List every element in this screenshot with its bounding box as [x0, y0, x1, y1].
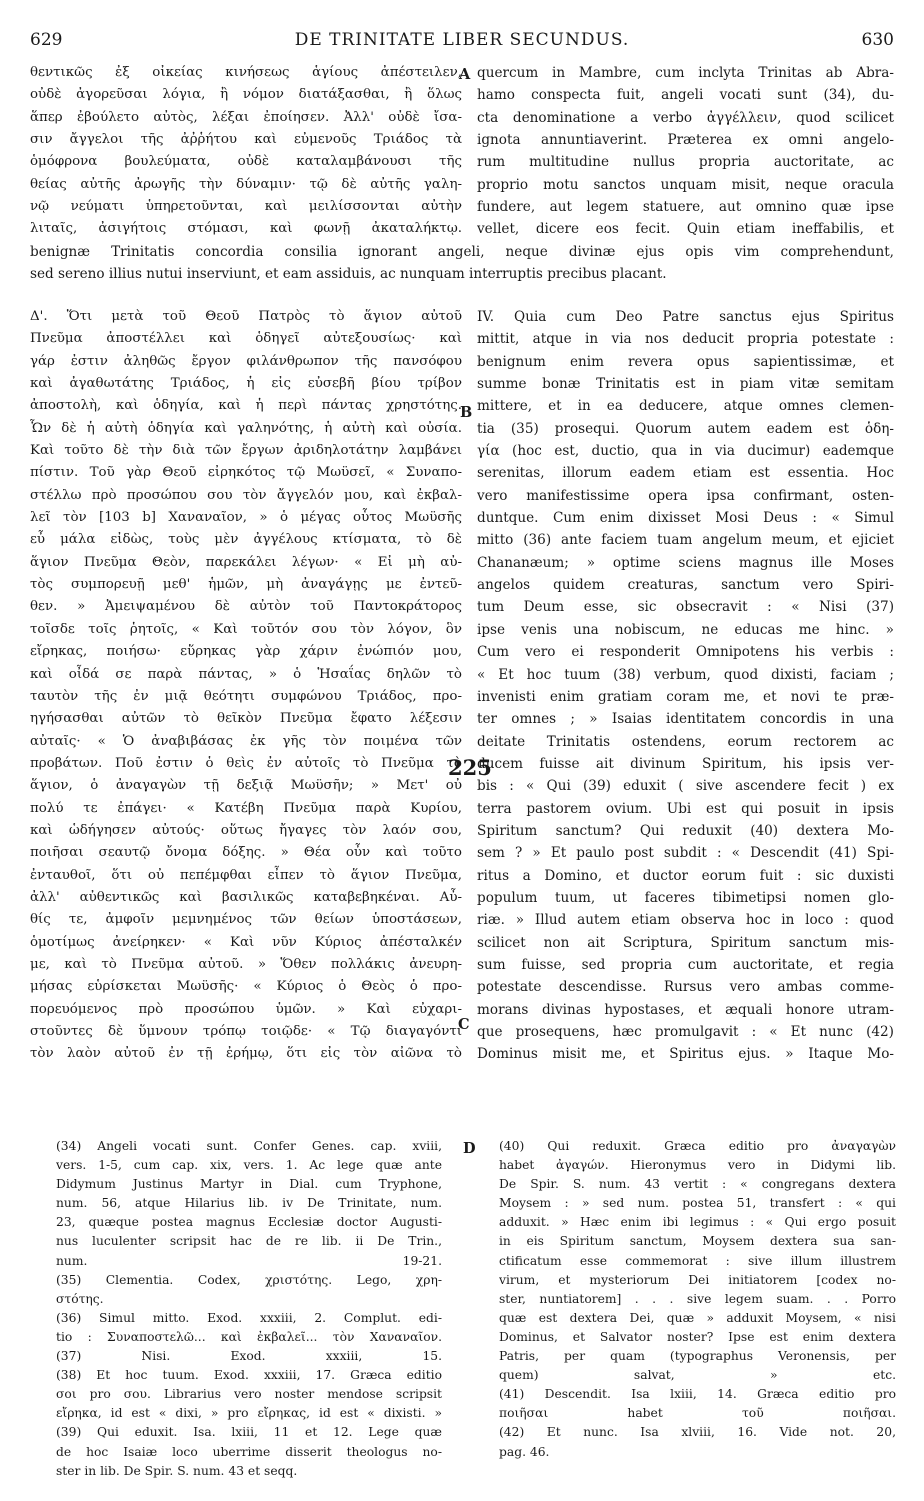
- footnote-line: nus luculenter scripsit hac de re lib. ii De Trin.,: [56, 1234, 442, 1249]
- latin-text-line: IV. Quia cum Deo Patre sanctus ejus Spiritus: [477, 309, 894, 325]
- latin-text-line: « Et hoc tuum (38) verbum, quod dixisti, faciam ;: [477, 666, 894, 683]
- greek-text-line: πίστιν. Τοῦ γὰρ Θεοῦ εἰρηκότος τῷ Μωϋσεῖ, « Συναπο-: [30, 465, 462, 481]
- footnote-line: quem) salvat, » etc.: [499, 1368, 896, 1383]
- greek-text-line: θείας αὐτῆς ἀρωγῆς τὴν δύναμιν· τῷ δὲ αὐτῆς γαλη-: [30, 176, 462, 192]
- latin-text-line: sem ? » Et paulo post subdit : « Descendit (41) Spi-: [477, 845, 894, 862]
- latin-text-line: bis : « Qui (39) eduxit ( sive ascendere fecit ) ex: [477, 778, 894, 795]
- footnote-line: Didymum Justinus Martyr in Dial. cum Tryphone,: [56, 1177, 442, 1192]
- greek-text-line: νῷ νεύματι ὑπηρετοῦνται, καὶ μειλίσσονται αὐτὴν: [30, 199, 462, 215]
- greek-text-line: καὶ οἶδά σε παρὰ πάντας, » ὁ Ἡσαΐας δηλῶν τὸ: [30, 666, 462, 682]
- footnote-line: (38) Et hoc tuum. Exod. xxxiii, 17. Græca editio: [56, 1368, 442, 1383]
- greek-text-line: ἐνταυθοῖ, ὅτι οὐ πεπέμφθαι εἶπεν τὸ ἅγιον Πνεῦμα,: [30, 867, 462, 883]
- footnote-line: ποιῆσαι habet τοῦ ποιῆσαι.: [499, 1406, 896, 1421]
- footnote-line: εἴρηκα, id est « dixi, » pro εἴρηκας, id est « dixisti. »: [56, 1406, 442, 1421]
- latin-text-line: cta denominatione a verbo ἀγγέλλειν, quod scilicet: [477, 109, 894, 126]
- margin-marker-d: D: [463, 1140, 476, 1157]
- section1-full-width: [30, 241, 894, 286]
- greek-text-line: λιταῖς, ἀσιγήτοις στόμασι, καὶ φωνῇ ἀκαταλήκτῳ.: [30, 221, 462, 237]
- latin-text-line: γία (hoc est, ductio, qua in via ducimur) eademque: [477, 443, 894, 460]
- greek-text-line: μήσας εὑρίσκεται Μωϋσῆς· « Κύριος ὁ Θεὸς ὁ προ-: [30, 979, 462, 995]
- latin-text-line: mitto (36) ante faciem tuam angelum meum, et ejiciet: [477, 532, 894, 549]
- footnote-line: (36) Simul mitto. Exod. xxxiii, 2. Complut. edi-: [56, 1310, 442, 1325]
- greek-text-line: ὁμόφρονα βουλεύματα, οὐδὲ καταλαμβάνουσι τῆς: [30, 154, 462, 170]
- greek-text-line: θεν. » Ἀμειψαμένου δὲ αὐτὸν τοῦ Παντοκράτορος: [30, 599, 462, 615]
- footnote-line: pag. 46.: [499, 1444, 550, 1459]
- greek-text-line: πολύ τε ἐπάγει· « Κατέβη Πνεῦμα παρὰ Κυρίου,: [30, 800, 462, 816]
- footnote-line: Dominus, et Salvator noster? Ipse est enim dextera: [499, 1329, 896, 1344]
- greek-text-line: καὶ ὡδήγησεν αὐτούς· οὕτως ἤγαγες τὸν λαόν σου,: [30, 822, 462, 838]
- latin-text-line: sum fuisse, sed propria cum auctoritate, et regia: [477, 956, 894, 973]
- footnote-line: virum, et mysteriorum Dei initiatorem [codex no-: [499, 1272, 896, 1287]
- latin-text-line: Cum vero ei responderit Omnipotens his verbis :: [477, 644, 894, 661]
- latin-text-line: vero manifestissime opera ipsa confirmant, osten-: [477, 487, 894, 504]
- greek-text-line: οὐδὲ ἀγορεῦσαι λόγια, ἢ νόμον διατάξασθαι, ἢ ὅλως: [30, 87, 462, 103]
- latin-text-line: que prosequens, hæc promulgavit : « Et nunc (42): [477, 1024, 894, 1040]
- greek-text-line: Ὧν δὲ ἡ αὐτὴ ὁδηγία καὶ γαληνότης, ἡ αὐτὴ καὶ οὐσία.: [30, 420, 462, 436]
- folio-number: 225: [448, 755, 492, 780]
- greek-text-line: αὐταῖς· « Ὁ ἀναβιβάσας ἐκ γῆς τὸν ποιμένα τῶν: [30, 733, 462, 749]
- latin-text-line: sed sereno illius nutui inserviunt, et eam assiduis, ac nunquam interruptis precibus placant.: [30, 266, 667, 283]
- greek-text-line: ἅγιον, ὁ ἀναγαγὼν τῇ δεξιᾷ Μωϋσῆν; » Μετ' οὐ: [30, 778, 462, 794]
- footnote-line: in eis Spiritum sanctum, Moysem dextera sua san-: [499, 1234, 896, 1249]
- greek-text-line: ἅπερ ἐβούλετο αὐτὸς, λέξαι ἐποίησεν. Ἀλλ' οὐδὲ ἴσα-: [30, 109, 462, 125]
- footnote-line: num. 19-21.: [56, 1253, 442, 1268]
- latin-text-line: fundere, aut legem statuere, aut omnino quæ ipse: [477, 199, 894, 216]
- footnotes-left-column: [56, 1137, 442, 1481]
- latin-text-line: serenitas, illorum eadem etiam est essentia. Hoc: [477, 465, 894, 482]
- latin-text-line: ignota annuntiaverint. Præterea ex omni angelo-: [477, 132, 894, 149]
- footnote-line: (40) Qui reduxit. Græca editio pro ἀναγαγὼν: [499, 1139, 896, 1153]
- footnote-line: σοι pro σου. Librarius vero noster mendose scripsit: [56, 1387, 442, 1402]
- latin-text-line: invenisti enim gratiam coram me, et novi te præ-: [477, 688, 894, 705]
- greek-text-line: ταυτὸν τῆς ἐν μιᾷ θεότητι συμφώνου Τριάδος, προ-: [30, 688, 462, 704]
- latin-text-line: quercum in Mambre, cum inclyta Trinitas ab Abra-: [477, 65, 894, 81]
- latin-text-line: mittit, atque in via nos deducit propria potestate :: [477, 331, 894, 348]
- footnote-line: tio : Συναποστελῶ... καὶ ἐκβαλεῖ... τὸν Χαναναῖον.: [56, 1329, 442, 1344]
- footnote-line: (35) Clementia. Codex, χριστότης. Lego, χρη-: [56, 1272, 442, 1287]
- footnote-line: 23, quæque postea magnus Ecclesiæ doctor Augusti-: [56, 1215, 442, 1230]
- greek-text-line: εὖ μάλα εἰδὼς, τοὺς μὲν ἀγγέλους κτίσματα, τὸ δὲ: [30, 532, 462, 548]
- footnote-line: (41) Descendit. Isa lxiii, 14. Græca editio pro: [499, 1387, 896, 1402]
- footnote-line: habet ἀγαγών. Hieronymus vero in Didymi lib.: [499, 1158, 896, 1173]
- latin-text-line: tia (35) prosequi. Quorum autem eadem est ὁδη-: [477, 420, 894, 437]
- page-number-right: 630: [861, 30, 894, 50]
- latin-text-line: potestate descendisse. Rursus vero ambas comme-: [477, 979, 894, 996]
- section2-latin-column: [477, 306, 894, 1066]
- footnote-line: (34) Angeli vocati sunt. Confer Genes. cap. xviii,: [56, 1139, 442, 1153]
- latin-text-line: riæ. » Illud autem etiam observa hoc in loco : quod: [477, 912, 894, 929]
- footnote-line: (39) Qui eduxit. Isa. lxiii, 11 et 12. Lege quæ: [56, 1425, 442, 1440]
- footnote-line: (37) Nisi. Exod. xxxiii, 15.: [56, 1349, 442, 1364]
- footnote-line: ster, nuntiatorem] . . . sive legem suam. . . Porro: [499, 1291, 896, 1306]
- latin-text-line: proprio motu sanctos unquam misit, neque oracula: [477, 176, 894, 193]
- latin-text-line: ducem fuisse ait divinum Spiritum, his ipsis ver-: [477, 755, 894, 772]
- latin-text-line: terra pastorem ovium. Ubi est qui posuit in ipsis: [477, 800, 894, 817]
- footnote-line: vers. 1-5, cum cap. xix, vers. 1. Ac lege quæ ante: [56, 1158, 442, 1173]
- greek-text-line: τοῖσδε τοῖς ῥητοῖς, « Καὶ τοῦτόν σου τὸν λόγον, ὃν: [30, 621, 462, 637]
- latin-text-line: summe bonæ Trinitatis est in piam vitæ semitam: [477, 376, 894, 393]
- greek-text-line: προβάτων. Ποῦ ἐστιν ὁ θεὶς ἐν αὐτοῖς τὸ Πνεῦμα τὸ: [30, 755, 462, 771]
- footnote-line: adduxit. » Hæc enim ibi legimus : « Qui ergo posuit: [499, 1215, 896, 1230]
- latin-text-line: hamo conspecta fuit, angeli vocati sunt (34), du-: [477, 87, 894, 104]
- latin-text-line: ritus a Domino, et ductor eorum fuit : sic duxisti: [477, 867, 894, 884]
- page-number-left: 629: [30, 30, 63, 50]
- greek-text-line: εἴρηκας, ποιήσω· εὕρηκας γὰρ χάριν ἐνώπιόν μου,: [30, 644, 462, 660]
- latin-text-line: duntque. Cum enim dixisset Mosi Deus : « Simul: [477, 510, 894, 527]
- margin-marker-c: C: [458, 1016, 470, 1033]
- greek-text-line: τὸν λαὸν αὐτοῦ ἐν τῇ ἐρήμῳ, ὅτι εἰς τὸν αἰῶνα τὸ: [30, 1046, 462, 1062]
- footnote-line: ctificatum esse commemorat : sive illum illustrem: [499, 1253, 896, 1268]
- margin-marker-b: B: [460, 404, 473, 421]
- footnote-line: quæ est dextera Dei, quæ » adduxit Moysem, « nisi: [499, 1310, 896, 1325]
- footnote-line: Patris, per quam (typographus Veronensis, per: [499, 1349, 896, 1364]
- footnote-line: ster in lib. De Spir. S. num. 43 et seqq.: [56, 1463, 298, 1478]
- greek-text-line: τὸς συμπορευῇ μεθ' ἡμῶν, μὴ ἀναγάγῃς με ἐντεῦ-: [30, 577, 462, 593]
- greek-text-line: ὁμοτίμως ἀνείρηκεν· « Καὶ νῦν Κύριος ἀπέσταλκέν: [30, 934, 462, 950]
- greek-text-line: θεντικῶς ἐξ οἰκείας κινήσεως ἁγίους ἀπέστειλεν,: [30, 65, 462, 80]
- latin-text-line: benignum enim revera opus sapientissimæ, et: [477, 353, 894, 370]
- footnotes-right-column: [499, 1137, 896, 1462]
- latin-text-line: rum multitudine nullus propria auctoritate, ac: [477, 154, 894, 171]
- footnote-line: De Spir. S. num. 43 vertit : « congregans dextera: [499, 1177, 896, 1192]
- greek-text-line: λεῖ τὸν [103 b] Χαναναῖον, » ὁ μέγας οὗτος Μωϋσῆς: [30, 510, 462, 526]
- greek-text-line: ποιῆσαι σεαυτῷ ὄνομα δόξης. » Θέα οὖν καὶ τοῦτο: [30, 845, 462, 861]
- running-header: [30, 30, 894, 60]
- running-title: DE TRINITATE LIBER SECUNDUS.: [294, 30, 630, 50]
- section1-greek-column: [30, 62, 462, 241]
- latin-text-line: benignæ Trinitatis concordia consilia ignorant angeli, neque divinæ ejus opis vim comprehendunt,: [30, 244, 894, 260]
- latin-text-line: mittere, et in ea deducere, atque omnes clemen-: [477, 398, 894, 415]
- latin-text-line: tum Deum esse, sic obsecravit : « Nisi (37): [477, 599, 894, 616]
- greek-text-line: γάρ ἐστιν ἀληθῶς ἔργον φιλάνθρωπον τῆς πανσόφου: [30, 353, 462, 369]
- latin-text-line: Spiritum sanctum? Qui reduxit (40) dextera Mo-: [477, 822, 894, 839]
- greek-text-line: Πνεῦμα ἀποστέλλει καὶ ὁδηγεῖ αὐτεξουσίως· καὶ: [30, 331, 462, 347]
- greek-text-line: στοῦντες δὲ ὕμνουν τρόπῳ τοιῷδε· « Τῷ διαγαγόντι: [30, 1024, 462, 1039]
- greek-text-line: ἀποστολὴ, καὶ ὁδηγία, καὶ ἡ περὶ πάντας χρηστότης.: [30, 398, 462, 414]
- greek-text-line: θίς τε, ἀμφοῖν μεμνημένος τῶν θείων ὑποστάσεων,: [30, 912, 462, 928]
- latin-text-line: angelos quidem creaturas, sanctum vero Spiri-: [477, 577, 894, 594]
- greek-text-line: Καὶ τοῦτο δὲ τὴν διὰ τῶν ἔργων ἀριδηλοτάτην λαμβάνει: [30, 443, 462, 459]
- greek-text-line: ἀλλ' αὐθεντικῶς καὶ βασιλικῶς καταβεβηκέναι. Αὖ-: [30, 889, 462, 905]
- latin-text-line: deitate Trinitatis ostendens, eorum rectorem ac: [477, 733, 894, 750]
- footnote-line: num. 56, atque Hilarius lib. iv De Trinitate, num.: [56, 1196, 442, 1211]
- footnote-line: στότης.: [56, 1291, 104, 1306]
- greek-text-line: στέλλω πρὸ προσώπου σου τὸν ἄγγελόν μου, καὶ ἐκβαλ-: [30, 487, 462, 503]
- footnote-line: de hoc Isaiæ loco uberrime disserit theologus no-: [56, 1444, 442, 1459]
- latin-text-line: Chananæum; » optime sciens magnus ille Moses: [477, 554, 894, 571]
- latin-text-line: ter omnes ; » Isaias identitatem concordis in una: [477, 711, 894, 728]
- latin-text-line: scilicet non ait Scriptura, Spiritum sanctum mis-: [477, 934, 894, 951]
- footnote-line: (42) Et nunc. Isa xlviii, 16. Vide not. 20,: [499, 1425, 896, 1440]
- latin-text-line: ipse venis una nobiscum, ne educas me hinc. »: [477, 621, 894, 638]
- greek-text-line: με, καὶ τὸ Πνεῦμα αὐτοῦ. » Ὅθεν πολλάκις ἀνευρη-: [30, 956, 462, 972]
- latin-text-line: populum tuum, ut faceres tibimetipsi nomen glo-: [477, 889, 894, 906]
- greek-text-line: ἅγιον Πνεῦμα Θεὸν, παρεκάλει λέγων· « Εἰ μὴ αὐ-: [30, 554, 462, 570]
- section1-latin-column: [477, 62, 894, 241]
- latin-text-line: morans divinas hypostases, et æquali honore utram-: [477, 1001, 894, 1018]
- greek-text-line: καὶ ἀγαθωτάτης Τριάδος, ἡ εἰς εὐσεβῆ βίου τρίβον: [30, 376, 462, 392]
- greek-text-line: πορευόμενος πρὸ προσώπου ὑμῶν. » Καὶ εὐχαρι-: [30, 1001, 462, 1017]
- latin-text-line: vellet, dicere eos fecit. Quin etiam ineffabilis, et: [477, 221, 894, 238]
- greek-text-line: σιν ἄγγελοι τῆς ἀῤῥήτου καὶ εὐμενοῦς Τριάδος τὰ: [30, 132, 462, 148]
- greek-text-line: ηγήσασθαι αὐτῶν τὸ θεῖκὸν Πνεῦμα ἔφατο λέξεσιν: [30, 711, 462, 727]
- margin-marker-a: A: [459, 66, 471, 83]
- footnote-line: Moysem : » sed num. postea 51, transfert : « qui: [499, 1196, 896, 1211]
- greek-text-line: Δ'. Ὅτι μετὰ τοῦ Θεοῦ Πατρὸς τὸ ἅγιον αὐτοῦ: [30, 309, 462, 324]
- latin-text-line: Dominus misit me, et Spiritus ejus. » Itaque Mo-: [477, 1046, 894, 1063]
- section2-greek-column: [30, 306, 462, 1066]
